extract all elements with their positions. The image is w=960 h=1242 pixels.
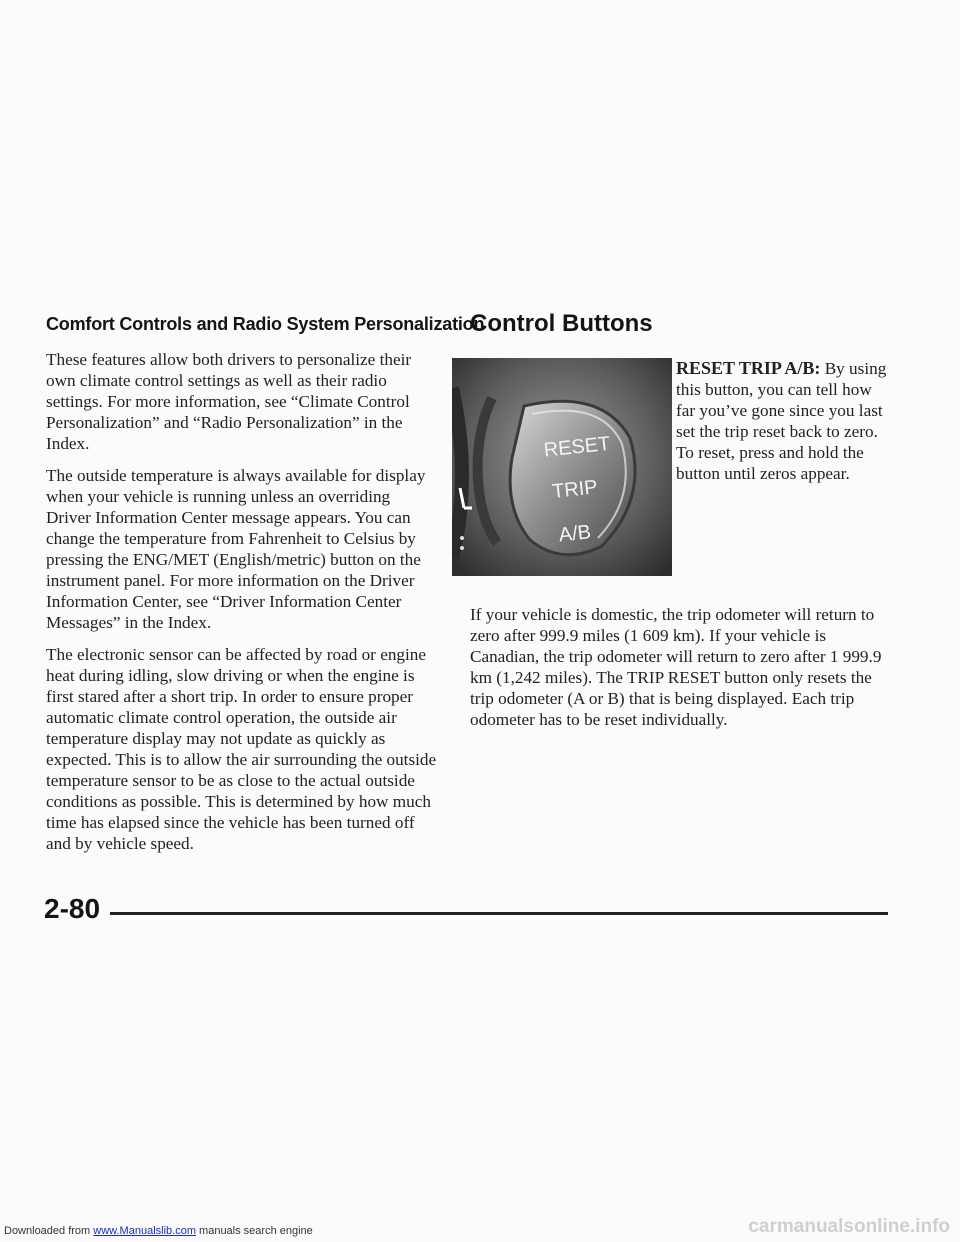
source-line — [4, 1225, 313, 1237]
source-prefix: Downloaded from — [4, 1225, 94, 1237]
paragraph-trip-odometer: If your vehicle is domestic, the trip odometer will return to zero after 999.9 miles (1 609 km). If your vehicle is Canadian, the trip odometer will return to zero after 1 999.9 km (1,242 miles). The TRIP RESET button only resets the trip odometer (A or B) that is being displayed. Each trip odometer has to be reset individually. — [470, 605, 882, 729]
left-column — [46, 314, 485, 865]
reset-trip-title: RESET TRIP A/B: — [676, 358, 821, 378]
paragraph-outside-temperature: The outside temperature is always available for display when your vehicle is running unless an overriding Driver Information Center message appears. You can change the temperature from Fahrenheit to Celsius by pressing the ENG/MET (English/metric) button on the instrument panel. For more information on the Driver Information Center, see “Driver Information Center Messages” in the Index. — [46, 466, 426, 632]
photo-label-trip: TRIP — [551, 476, 599, 503]
footer-rule — [110, 912, 888, 915]
paragraph-electronic-sensor: The electronic sensor can be affected by road or engine heat during idling, slow driving or when the engine is first stared after a short trip. In order to ensure proper automatic climate control operation, the outside air temperature display may not update as quickly as expected. This is to allow the air surrounding the outside temperature sensor to be as close to the actual outside conditions as possible. This is determined by how much time has elapsed since the vehicle has been turned off and by vehicle speed. — [46, 645, 437, 853]
reset-trip-description — [676, 358, 894, 484]
reset-trip-body: By using this button, you can tell how far you’ve gone since you last set the trip reset back to zero. To reset, press and hold the button until zeros appear. — [676, 359, 887, 483]
page-number: 2-80 — [44, 893, 101, 924]
section-heading-control-buttons: Control Buttons — [470, 310, 653, 337]
source-suffix: manuals search engine — [195, 1225, 313, 1237]
manualslib-link[interactable]: www.Manualslib.com — [93, 1225, 196, 1237]
paragraph-personalization-intro: These features allow both drivers to personalize their own climate control settings as well as their radio settings. For more information, see “Climate Control Personalization” and “Radio Personalization” in the Index. — [46, 350, 412, 453]
reset-trip-feature — [470, 358, 898, 580]
section-heading-personalization: Comfort Controls and Radio System Personalization — [46, 314, 485, 334]
photo-labels — [532, 406, 667, 568]
right-column — [470, 310, 898, 730]
watermark: carmanualsonline.info — [748, 1216, 950, 1237]
photo-label-ab: A/B — [557, 521, 593, 547]
photo-label-reset: RESET — [542, 432, 612, 462]
